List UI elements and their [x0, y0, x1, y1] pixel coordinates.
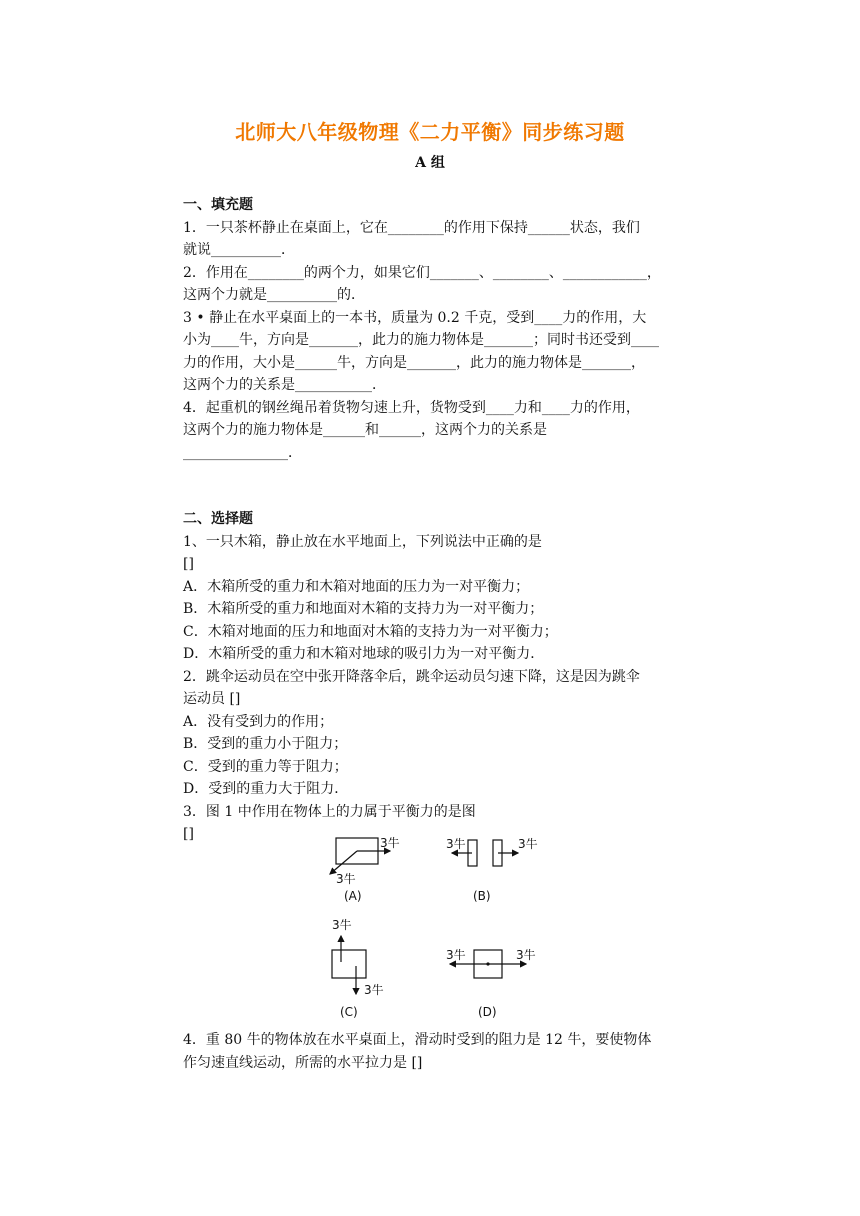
- fill-line: 就说__________．: [183, 242, 295, 258]
- choice-line: A．木箱所受的重力和木箱对地面的压力为一对平衡力；: [183, 578, 530, 595]
- choice-line: []: [183, 556, 194, 572]
- page-title: 北师大八年级物理《二力平衡》同步练习题: [235, 120, 625, 144]
- force-label: 3牛: [518, 837, 538, 851]
- worksheet-body: [183, 194, 683, 846]
- force-label: 3牛: [516, 948, 536, 962]
- choice-line: B．木箱所受的重力和地面对木箱的支持力为一对平衡力；: [183, 601, 544, 617]
- caption-d: (D): [478, 1005, 497, 1019]
- choice-line: B．受到的重力小于阻力；: [183, 736, 348, 752]
- fill-line: 这两个力就是__________的．: [183, 287, 365, 303]
- choice-line: 3．图 1 中作用在物体上的力属于平衡力的是图: [183, 803, 476, 820]
- choice-line: D．受到的重力大于阻力．: [183, 781, 349, 797]
- fill-line: 这两个力的施力物体是______和______，这两个力的关系是: [183, 422, 547, 438]
- diagram-b: [446, 836, 538, 903]
- caption-c: (C): [340, 1005, 358, 1019]
- choice-line: 运动员 []: [183, 691, 241, 707]
- choice-line: A．没有受到力的作用；: [183, 713, 334, 730]
- fill-line: 1．一只茶杯静止在桌面上，它在________的作用下保持______状态，我们: [183, 219, 640, 236]
- force-label: 3牛: [332, 918, 352, 932]
- force-label: 3牛: [380, 836, 400, 850]
- fill-line: 这两个力的关系是___________．: [183, 377, 386, 393]
- choice-line: D．木箱所受的重力和木箱对地球的吸引力为一对平衡力．: [183, 646, 545, 662]
- caption-b: (B): [473, 889, 491, 903]
- choice-line: C．受到的重力等于阻力；: [183, 758, 348, 775]
- fill-line: 小为____牛，方向是_______，此力的施力物体是_______；同时书还受到____: [183, 332, 659, 348]
- diagram-a: [330, 835, 400, 903]
- diagram-c: [332, 917, 384, 1019]
- diagram-d: [446, 947, 536, 1019]
- choice-line: 4．重 80 牛的物体放在水平桌面上，滑动时受到的阻力是 12 牛，要使物体: [183, 1032, 652, 1048]
- force-label: 3牛: [336, 872, 356, 886]
- fill-section-heading: 一、填充题: [183, 197, 253, 213]
- force-label: 3牛: [446, 837, 466, 851]
- force-diagram-svg: [310, 826, 560, 1022]
- question-4: [183, 1029, 683, 1074]
- fill-line: 3 • 静止在水平桌面上的一本书，质量为 0.2 千克，受到____力的作用，大: [183, 309, 647, 326]
- force-label: 3牛: [364, 983, 384, 997]
- choice-line: 2．跳伞运动员在空中张开降落伞后，跳伞运动员匀速下降，这是因为跳伞: [183, 668, 640, 685]
- choice-line: C．木箱对地面的压力和地面对木箱的支持力为一对平衡力；: [183, 623, 558, 640]
- force-diagram-figure: [310, 826, 560, 1022]
- choice-line: 作匀速直线运动，所需的水平拉力是 []: [183, 1054, 423, 1071]
- choice-section-heading: 二、选择题: [183, 511, 253, 527]
- fill-line: 力的作用，大小是______牛，方向是_______，此力的施力物体是_______，: [183, 354, 645, 371]
- force-label: 3牛: [446, 948, 466, 962]
- fill-line: _______________．: [183, 444, 302, 461]
- choice-line: 1、一只木箱，静止放在水平地面上，下列说法中正确的是: [183, 533, 542, 550]
- choice-line: []: [183, 826, 194, 842]
- caption-a: (A): [344, 889, 362, 903]
- fill-line: 2．作用在________的两个力，如果它们_______、________、____________，: [183, 264, 661, 281]
- group-label: A 组: [415, 155, 445, 171]
- fill-line: 4．起重机的钢丝绳吊着货物匀速上升，货物受到____力和____力的作用，: [183, 399, 640, 416]
